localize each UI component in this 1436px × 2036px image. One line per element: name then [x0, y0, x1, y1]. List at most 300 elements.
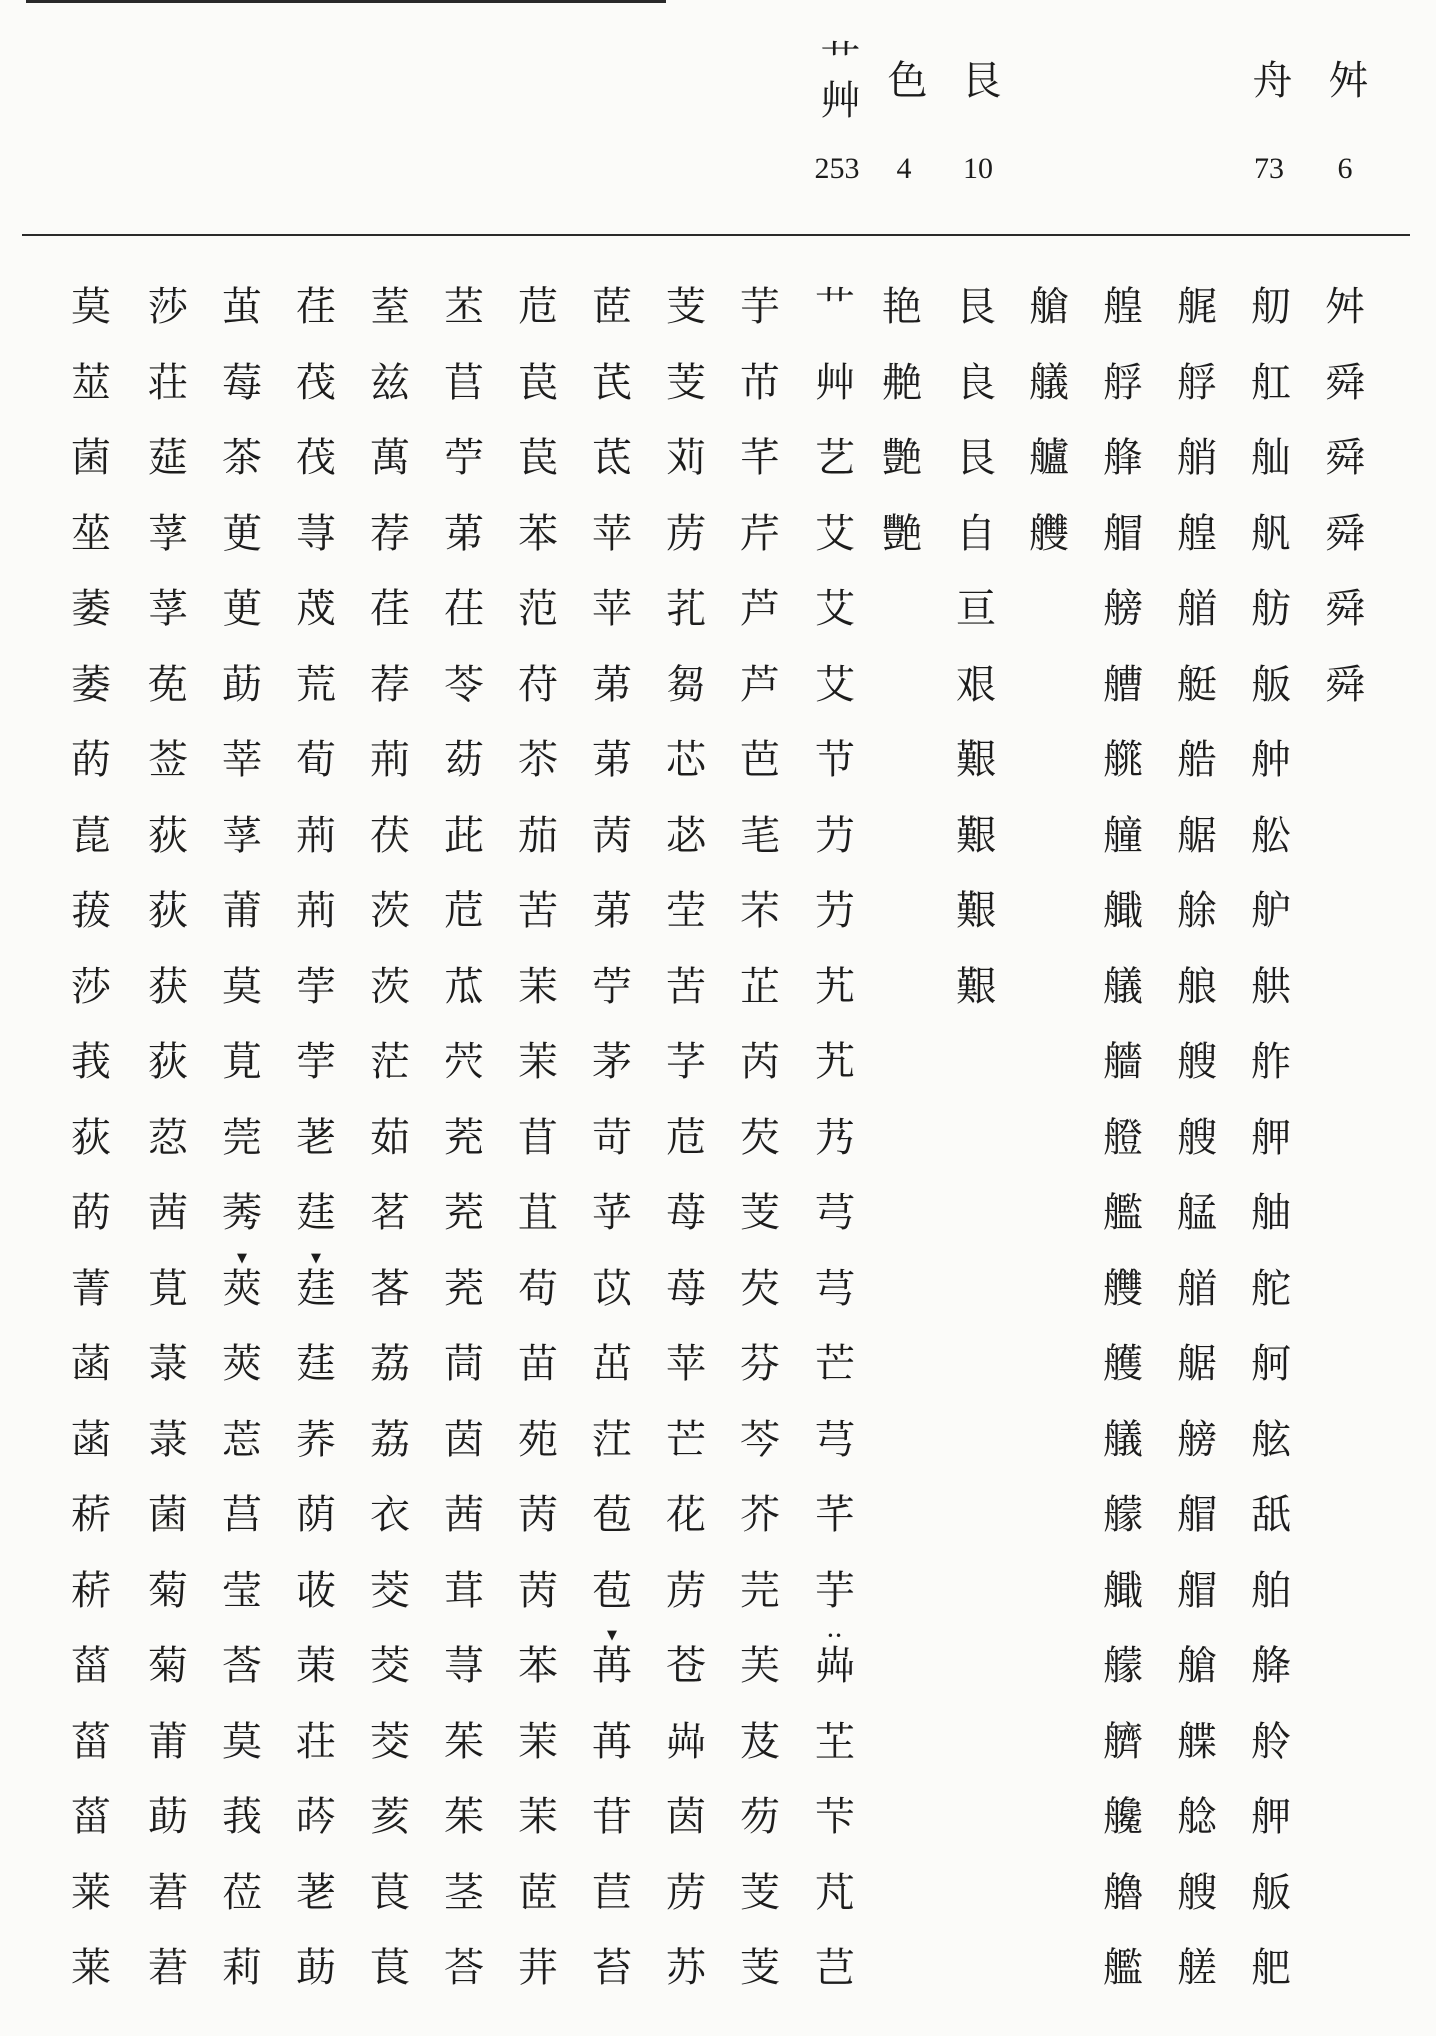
char-cell: 舯 [1251, 737, 1291, 783]
char-column [653, 270, 719, 2007]
char-cell: 艆 [1177, 963, 1217, 1010]
char-cell: 艷 [882, 510, 922, 557]
char-cell: 舷 [1251, 1416, 1291, 1463]
char-cell: 艺 [815, 435, 855, 481]
character-grid [0, 270, 1436, 2010]
char-cell: 莱 [71, 1945, 111, 1991]
char-cell: 莧 [222, 1039, 262, 1085]
char-cell: 荞 [296, 1416, 336, 1463]
char-cell: 茉 [518, 1039, 558, 1085]
char-cell: 苧 [444, 435, 484, 481]
char-cell: 苪 [518, 1567, 558, 1614]
radical-count: 6 [1337, 152, 1353, 185]
char-cell: 艽 [815, 1039, 855, 1085]
char-cell: 艮 [956, 435, 996, 481]
char-cell: 舨 [1251, 661, 1291, 708]
char-cell: 莩 [148, 586, 188, 632]
char-cell: 荏 [370, 586, 410, 632]
char-cell: 茗 [370, 1190, 410, 1236]
char-cell: 艩 [1103, 1718, 1143, 1765]
char-cell: 荔 [370, 1341, 410, 1387]
char-cell: 莫 [222, 1718, 262, 1765]
char-cell: 茅 [592, 1039, 632, 1085]
char-cell: 艱 [956, 812, 996, 859]
char-cell: 舫 [1251, 586, 1291, 632]
char-cell: 艎 [1103, 284, 1143, 330]
char-cell: 舨 [1251, 1869, 1291, 1916]
char-cell: 荫 [296, 1492, 336, 1538]
char-cell: 莓 [222, 359, 262, 406]
char-cell: 茛 [370, 1945, 410, 1991]
char-cell: 芎 [815, 1190, 855, 1236]
char-cell: 苢 [444, 359, 484, 406]
char-cell: 莫 [222, 963, 262, 1010]
radical-glyph: 艮 [955, 59, 1001, 99]
char-cell: 苶 [518, 737, 558, 783]
char-cell: 芡 [740, 1114, 780, 1161]
char-cell: 艍 [1177, 812, 1217, 859]
char-cell: 苾 [666, 812, 706, 859]
char-cell: 兹 [370, 359, 410, 406]
char-cell: 苍 [666, 1643, 706, 1689]
char-cell: 苗 [518, 1341, 558, 1387]
char-cell: 艧 [1103, 1341, 1143, 1387]
char-cell: 苹 [592, 586, 632, 632]
char-column [802, 270, 868, 2007]
char-cell: 茸 [444, 1567, 484, 1614]
char-cell: 艒 [1103, 510, 1143, 557]
char-cell: 芹 [740, 510, 780, 557]
char-cell: 苧 [592, 963, 632, 1010]
char-cell: 苑 [518, 1416, 558, 1463]
char-cell: 艁 [1177, 737, 1217, 783]
char-column [505, 270, 571, 2007]
char-cell: 芋 [815, 1567, 855, 1614]
char-cell: 菑 [71, 1718, 111, 1765]
char-cell: 艽 [815, 963, 855, 1010]
radical-glyph: 舛 [1322, 59, 1368, 99]
char-cell: 莠 [222, 1190, 262, 1236]
char-cell: 菑 [71, 1794, 111, 1840]
char-cell: 艥 [1103, 1567, 1143, 1614]
char-column [283, 270, 349, 2007]
char-cell: 萎 [71, 661, 111, 708]
char-cell: 莉 [222, 1945, 262, 1991]
char-cell: 苯 [518, 510, 558, 557]
char-cell: 艕 [1177, 1416, 1217, 1463]
char-cell: 艙 [1029, 284, 1069, 330]
char-cell: 苪 [592, 812, 632, 859]
char-cell: 苐 [592, 888, 632, 934]
char-cell: 芪 [592, 359, 632, 406]
char-cell: 莇 [148, 1794, 188, 1840]
char-cell: 良 [956, 359, 996, 406]
char-column [943, 270, 1009, 1025]
char-cell: 荒 [296, 661, 336, 708]
char-cell: 菡 [71, 1341, 111, 1387]
char-column [431, 270, 497, 2007]
char-cell: 荍 [296, 1567, 336, 1614]
char-cell: 荖 [296, 1114, 336, 1161]
char-cell: 苓 [444, 661, 484, 708]
char-cell: 舽 [1251, 1643, 1291, 1689]
char-column [1016, 270, 1082, 572]
char-cell: 芀 [815, 812, 855, 859]
char-cell: 茱 [444, 1794, 484, 1840]
radical-cell [1310, 24, 1380, 185]
char-cell: 苊 [518, 284, 558, 330]
char-cell: 艢 [1103, 1039, 1143, 1085]
char-cell: 茳 [592, 1416, 632, 1463]
char-cell: 艎 [1177, 510, 1217, 557]
char-cell: 茵 [666, 1794, 706, 1840]
char-cell: 艱 [956, 963, 996, 1010]
char-cell: 莙 [148, 1945, 188, 1991]
char-cell: 莩 [222, 812, 262, 859]
char-cell: 舺 [1251, 1794, 1291, 1840]
char-cell: 苒 [592, 1718, 632, 1765]
char-cell: 苴 [518, 1190, 558, 1236]
radical-cell [869, 24, 939, 185]
char-cell: 菌 [148, 1492, 188, 1538]
char-cell: 芏 [815, 1718, 855, 1765]
char-cell: 艤 [1103, 1416, 1143, 1463]
char-cell: 苐 [592, 661, 632, 708]
char-cell: 舮 [1251, 888, 1291, 934]
char-cell: 芰 [666, 359, 706, 406]
char-cell: 茺 [444, 1114, 484, 1161]
char-cell: 莝 [71, 510, 111, 557]
char-cell: 荅 [444, 1945, 484, 1991]
char-cell: 莙 [148, 1869, 188, 1916]
char-cell: 茉 [518, 963, 558, 1010]
radical-glyph: 舟 [1246, 59, 1292, 99]
char-cell: 艾 [815, 510, 855, 557]
char-column [869, 270, 935, 572]
char-column [1312, 270, 1378, 723]
char-cell: 苭 [444, 737, 484, 783]
char-column [135, 270, 201, 2007]
char-cell: 菥 [71, 1567, 111, 1614]
char-cell: ▼ 苒 [579, 1629, 645, 1705]
char-cell: 莆 [222, 888, 262, 934]
char-cell: 舜 [1325, 586, 1365, 632]
char-cell: 茁 [592, 1341, 632, 1387]
char-cell: 莟 [222, 1643, 262, 1689]
char-cell: 艞 [1103, 737, 1143, 783]
char-cell: 菡 [71, 1416, 111, 1463]
char-cell: 莢 [222, 1341, 262, 1387]
char-cell: 艌 [1177, 1794, 1217, 1840]
char-cell: 茉 [518, 1794, 558, 1840]
char-cell: 莛 [296, 1341, 336, 1387]
char-cell: 艇 [1177, 661, 1217, 708]
char-cell: 舐 [1251, 1492, 1291, 1538]
char-cell: 艏 [1177, 1265, 1217, 1312]
char-column [357, 270, 423, 2007]
char-cell: 芡 [740, 1265, 780, 1312]
char-cell: 舳 [1251, 1190, 1291, 1236]
char-cell: 茶 [222, 435, 262, 481]
char-cell: 荵 [148, 1114, 188, 1161]
char-cell: 莪 [71, 1039, 111, 1085]
radical-count: 73 [1254, 152, 1284, 185]
char-cell: 茖 [370, 1265, 410, 1312]
char-cell: 菌 [71, 435, 111, 481]
char-cell: 艨 [1103, 1643, 1143, 1689]
char-cell: 艤 [1029, 359, 1069, 406]
char-cell: 莫 [71, 284, 111, 330]
char-cell: 菁 [71, 1265, 111, 1312]
char-cell: 荻 [148, 888, 188, 934]
char-cell: 艹 [815, 284, 855, 330]
char-cell: 获 [148, 963, 188, 1010]
char-cell: 芐 [815, 1794, 855, 1840]
char-cell: 芒 [666, 1416, 706, 1463]
char-cell: 艥 [1103, 888, 1143, 934]
char-cell: 芙 [740, 1643, 780, 1689]
char-cell: 衣 [370, 1492, 410, 1538]
char-cell: 莁 [71, 359, 111, 406]
char-column [1164, 270, 1230, 2007]
char-cell: 芰 [740, 1945, 780, 1991]
radical-count: 4 [896, 152, 912, 185]
char-cell: 荊 [370, 737, 410, 783]
char-cell: 苈 [666, 1869, 706, 1916]
char-cell: 菑 [71, 1643, 111, 1689]
char-cell: 艸 [815, 359, 855, 406]
char-cell: 莎 [71, 963, 111, 1010]
char-cell: 艾 [815, 586, 855, 632]
char-cell: 菊 [148, 1567, 188, 1614]
char-cell: 苠 [518, 435, 558, 481]
char-cell: 苪 [518, 1492, 558, 1538]
char-cell: 舥 [1251, 1945, 1291, 1991]
char-cell: 荊 [296, 812, 336, 859]
char-cell: 莚 [148, 435, 188, 481]
char-cell: 舛 [1325, 284, 1365, 330]
char-cell: 莇 [222, 661, 262, 708]
char-cell: 艭 [1103, 1265, 1143, 1312]
char-cell: 艱 [956, 888, 996, 934]
char-cell: 茱 [444, 1718, 484, 1765]
char-cell: 芇 [740, 359, 780, 406]
char-cell: 茨 [370, 963, 410, 1010]
char-cell: 芯 [666, 737, 706, 783]
char-cell: 艟 [1103, 812, 1143, 859]
char-cell: 苊 [444, 888, 484, 934]
char-cell: 芰 [740, 1869, 780, 1916]
char-cell: 苦 [518, 888, 558, 934]
char-cell: 艓 [1177, 1718, 1217, 1765]
char-cell: 舠 [1251, 284, 1291, 330]
char-cell: 荻 [148, 1039, 188, 1085]
char-cell: 芔 [666, 1718, 706, 1765]
char-cell: 苯 [518, 1643, 558, 1689]
char-column [727, 270, 793, 2007]
char-cell: 苐 [444, 510, 484, 557]
char-cell: 芼 [740, 812, 780, 859]
char-cell: 茄 [518, 812, 558, 859]
char-cell: 茛 [370, 1869, 410, 1916]
char-cell: 舢 [1251, 435, 1291, 481]
char-cell: 艋 [1177, 1190, 1217, 1236]
char-cell: 范 [518, 586, 558, 632]
char-cell: 舡 [1251, 359, 1291, 406]
char-cell: 茺 [444, 1265, 484, 1312]
char-cell: 茾 [518, 1945, 558, 1991]
char-cell: 艨 [1103, 1492, 1143, 1538]
char-cell: 茨 [370, 888, 410, 934]
char-cell: 芀 [815, 888, 855, 934]
radical-header [0, 0, 1436, 230]
char-cell: 艘 [1177, 1114, 1217, 1161]
char-cell: 苞 [592, 1567, 632, 1614]
char-cell: ▼ 莢 [209, 1252, 275, 1328]
char-column [1090, 270, 1156, 2007]
char-cell: 节 [815, 737, 855, 783]
char-cell: 舜 [1325, 359, 1365, 406]
char-cell: 芴 [740, 1794, 780, 1840]
char-cell: 莩 [148, 510, 188, 557]
radical-glyph: 色 [881, 59, 927, 99]
char-cell: 茝 [592, 284, 632, 330]
char-cell: 苛 [592, 1114, 632, 1161]
char-cell: 荨 [444, 1643, 484, 1689]
char-cell: 艪 [1103, 1869, 1143, 1916]
char-cell: 萬 [370, 435, 410, 481]
char-cell: 菂 [71, 737, 111, 783]
char-cell: 芰 [666, 284, 706, 330]
radical-count: 253 [814, 152, 860, 185]
char-cell: 茎 [444, 1869, 484, 1916]
char-cell: 艿 [815, 1114, 855, 1161]
char-cell: 艰 [956, 661, 996, 708]
char-cell: 艏 [1177, 586, 1217, 632]
char-cell: 芃 [815, 1869, 855, 1916]
char-cell: 芰 [740, 1190, 780, 1236]
char-cell: 苞 [592, 1492, 632, 1538]
char-cell: 莆 [148, 1718, 188, 1765]
char-cell: 茧 [222, 284, 262, 330]
char-cell: 莛 [296, 1190, 336, 1236]
char-cell: 芦 [740, 661, 780, 708]
char-cell: 芥 [740, 1492, 780, 1538]
char-cell: 茝 [518, 1869, 558, 1916]
char-cell: 莇 [296, 1945, 336, 1991]
char-cell: 芮 [740, 1039, 780, 1085]
char-cell: 苠 [518, 359, 558, 406]
char-cell: 茰 [222, 510, 262, 557]
char-cell: 艒 [1177, 1492, 1217, 1538]
char-cell: 艂 [1103, 435, 1143, 481]
char-cell: 苅 [666, 435, 706, 481]
char-cell: 芩 [740, 1416, 780, 1463]
char-cell: 艦 [1103, 1945, 1143, 1991]
char-cell: 芊 [740, 435, 780, 481]
char-cell: 荀 [296, 737, 336, 783]
char-cell: 茭 [370, 1567, 410, 1614]
char-cell: 荢 [296, 1039, 336, 1085]
char-cell: 荶 [296, 1794, 336, 1840]
char-cell: 荊 [296, 888, 336, 934]
char-cell: 荨 [296, 510, 336, 557]
char-cell: 菂 [71, 1190, 111, 1236]
char-column [579, 270, 645, 2007]
char-cell: 茭 [370, 1643, 410, 1689]
char-cell: 苟 [518, 1265, 558, 1312]
char-cell: 芫 [740, 1567, 780, 1614]
char-cell: 艭 [1029, 510, 1069, 557]
char-cell: 艫 [1029, 435, 1069, 481]
char-cell: 菝 [71, 888, 111, 934]
char-cell: 舤 [1251, 510, 1291, 557]
char-cell: 莹 [222, 1567, 262, 1614]
char-cell: 苐 [592, 737, 632, 783]
radical-cell [943, 24, 1013, 185]
char-cell: 荗 [296, 586, 336, 632]
char-cell: 艱 [956, 737, 996, 783]
char-cell: 莱 [71, 1869, 111, 1916]
char-column [58, 270, 124, 2007]
char-cell: 艚 [1103, 661, 1143, 708]
char-cell: 茜 [148, 1190, 188, 1236]
char-cell: 茦 [296, 1643, 336, 1689]
char-cell: 艕 [1103, 586, 1143, 632]
char-cell: 舜 [1325, 435, 1365, 481]
char-column [209, 270, 275, 2007]
char-cell: 茷 [296, 359, 336, 406]
char-cell: 茉 [518, 1718, 558, 1765]
char-cell: 茹 [370, 1114, 410, 1161]
char-cell: 芎 [815, 1416, 855, 1463]
char-cell: 艶 [882, 435, 922, 481]
char-cell: 芓 [666, 1039, 706, 1085]
char-cell: 芬 [740, 1341, 780, 1387]
char-cell: 菥 [71, 1492, 111, 1538]
char-cell: 舩 [1251, 812, 1291, 859]
char-cell: 茯 [370, 812, 410, 859]
char-cell: 舸 [1251, 1341, 1291, 1387]
char-cell: 苊 [666, 1114, 706, 1161]
char-cell: 芨 [740, 1718, 780, 1765]
char-cell: 莪 [222, 1794, 262, 1840]
char-cell: 艳 [882, 284, 922, 330]
char-cell: ▼ 莛 [283, 1252, 349, 1328]
char-cell: 莅 [222, 1869, 262, 1916]
char-cell: 莎 [148, 284, 188, 330]
char-cell: 艍 [1177, 1341, 1217, 1387]
char-cell: 苹 [666, 1341, 706, 1387]
char-cell: 舶 [1251, 1567, 1291, 1614]
char-cell: 苤 [444, 284, 484, 330]
char-cell: 舴 [1251, 1039, 1291, 1085]
char-cell: 荢 [296, 963, 336, 1010]
char-cell: 莣 [222, 1416, 262, 1463]
char-cell: 菊 [148, 1643, 188, 1689]
char-cell: 莘 [222, 737, 262, 783]
char-column [1238, 270, 1304, 2007]
char-cell: 苡 [592, 1265, 632, 1312]
char-cell: 荐 [370, 510, 410, 557]
char-cell: 芑 [815, 1945, 855, 1991]
char-cell: 莶 [148, 737, 188, 783]
char-cell: 芊 [815, 1492, 855, 1538]
char-cell: 萎 [71, 586, 111, 632]
char-cell: 茜 [444, 1492, 484, 1538]
char-cell: 芋 [740, 284, 780, 330]
char-cell: 舜 [1325, 661, 1365, 708]
